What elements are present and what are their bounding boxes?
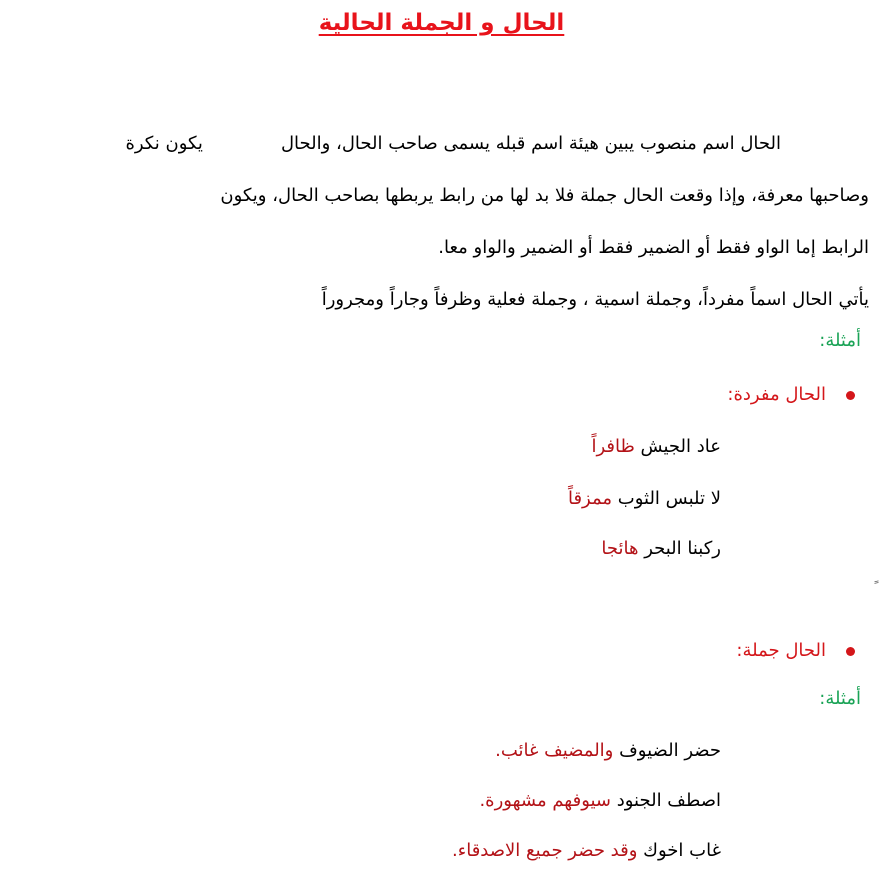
example-hal: وقد حضر جميع الاصدقاء. xyxy=(452,840,638,861)
section-2-heading-text: الحال جملة: xyxy=(736,640,826,661)
paragraph-line-2: وصاحبها معرفة، وإذا وقعت الحال جملة فلا بد لها من رابط يربطها بصاحب الحال، ويكون xyxy=(220,185,869,206)
page-title: الحال و الجملة الحالية xyxy=(318,10,565,36)
example-text: حضر الضيوف xyxy=(613,740,721,761)
example-row xyxy=(568,488,721,509)
bullet-icon xyxy=(846,391,855,400)
section-1-heading xyxy=(727,384,855,405)
paragraph-line-1-a: الحال اسم منصوب يبين هيئة اسم قبله يسمى صاحب الحال، والحال xyxy=(280,133,781,154)
example-row xyxy=(591,436,721,457)
examples-label-2: أمثلة: xyxy=(819,688,861,709)
example-text: لا تلبس الثوب xyxy=(612,488,721,509)
example-text: اصطف الجنود xyxy=(611,790,721,811)
example-row xyxy=(601,538,721,559)
section-1-heading-text: الحال مفردة: xyxy=(727,384,826,405)
intro-paragraph xyxy=(10,118,869,326)
examples-label: أمثلة: xyxy=(819,330,861,351)
example-text: ركبنا البحر xyxy=(638,538,721,559)
example-hal: والمضيف غائب. xyxy=(495,740,614,761)
example-hal: هائجا xyxy=(601,538,639,559)
example-hal: سيوفهم مشهورة. xyxy=(479,790,612,811)
example-hal: ممزقاً xyxy=(567,488,613,509)
example-hal: ظافراً xyxy=(591,436,635,457)
section-2-heading xyxy=(736,640,855,661)
paragraph-line-1-b: يكون نكرة xyxy=(125,133,203,154)
example-text: غاب اخوك xyxy=(637,840,721,861)
example-row xyxy=(452,840,721,861)
bullet-icon xyxy=(846,647,855,656)
paragraph-line-4: يأتي الحال اسماً مفرداً، وجملة اسمية ، وجملة فعلية وظرفاً وجاراً ومجروراً xyxy=(321,289,869,310)
paragraph-line-1 xyxy=(10,118,869,170)
example-text: عاد الجيش xyxy=(634,436,721,457)
example-row xyxy=(479,790,721,811)
example-row xyxy=(495,740,721,761)
paragraph-line-3: الرابط إما الواو فقط أو الضمير فقط أو الضمير والواو معا. xyxy=(438,237,869,258)
